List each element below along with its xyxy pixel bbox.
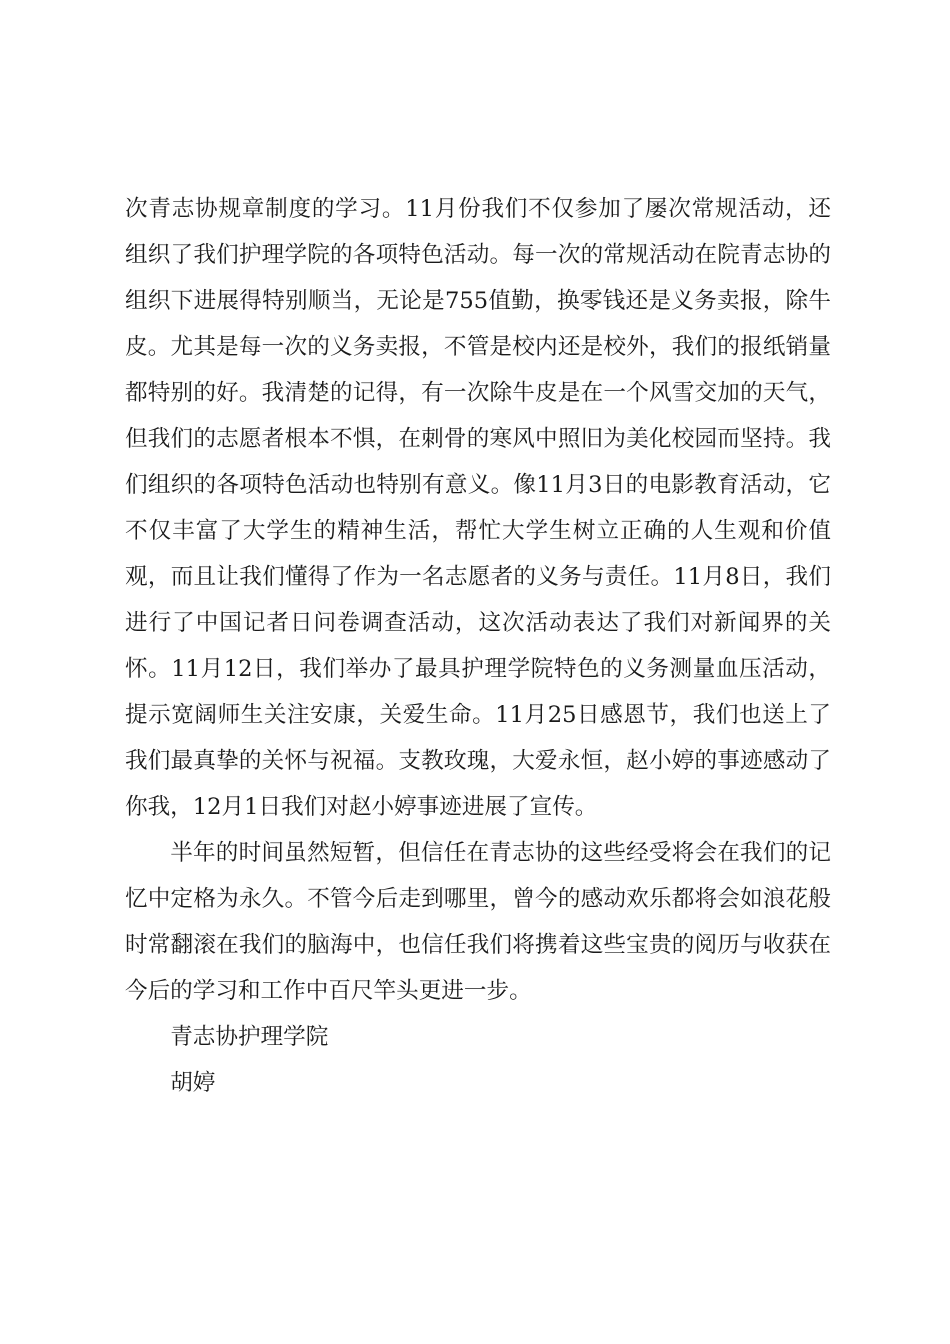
paragraph-activities: 次青志协规章制度的学习。11月份我们不仅参加了屡次常规活动，还组织了我们护理学院的各项特色活动。每一次的常规活动在院青志协的组织下进展得特别顺当，无论是755值勤，换零钱还是义务卖报，除牛皮。尤其是每一次的义务卖报，不管是校内还是校外，我们的报纸销量都特别的好。我清楚的记得，有一次除牛皮是在一个风雪交加的天气，但我们的志愿者根本不惧，在刺骨的寒风中照旧为美化校园而坚持。我们组织的各项特色活动也特别有意义。像11月3日的电影教育活动，它不仅丰富了大学生的精神生活，帮忙大学生树立正确的人生观和价值观，而且让我们懂得了作为一名志愿者的义务与责任。11月8日，我们进行了中国记者日问卷调查活动，这次活动表达了我们对新闻界的关怀。11月12日，我们举办了最具护理学院特色的义务测量血压活动，提示宽阔师生关注安康，关爱生命。11月25日感恩节，我们也送上了我们最真挚的关怀与祝福。支教玫瑰，大爱永恒，赵小婷的事迹感动了你我，12月1日我们对赵小婷事迹进展了宣传。 <box>125 196 831 820</box>
signature-organization: 青志协护理学院 <box>170 1024 329 1050</box>
signature-author: 胡婷 <box>170 1070 216 1096</box>
paragraph-reflection: 半年的时间虽然短暂，但信任在青志协的这些经受将会在我们的记忆中定格为永久。不管今后走到哪里，曾今的感动欢乐都将会如浪花般时常翻滚在我们的脑海中，也信任我们将携着这些宝贵的阅历与收获在今后的学习和工作中百尺竿头更进一步。 <box>125 840 831 1004</box>
document-body <box>125 186 831 1106</box>
